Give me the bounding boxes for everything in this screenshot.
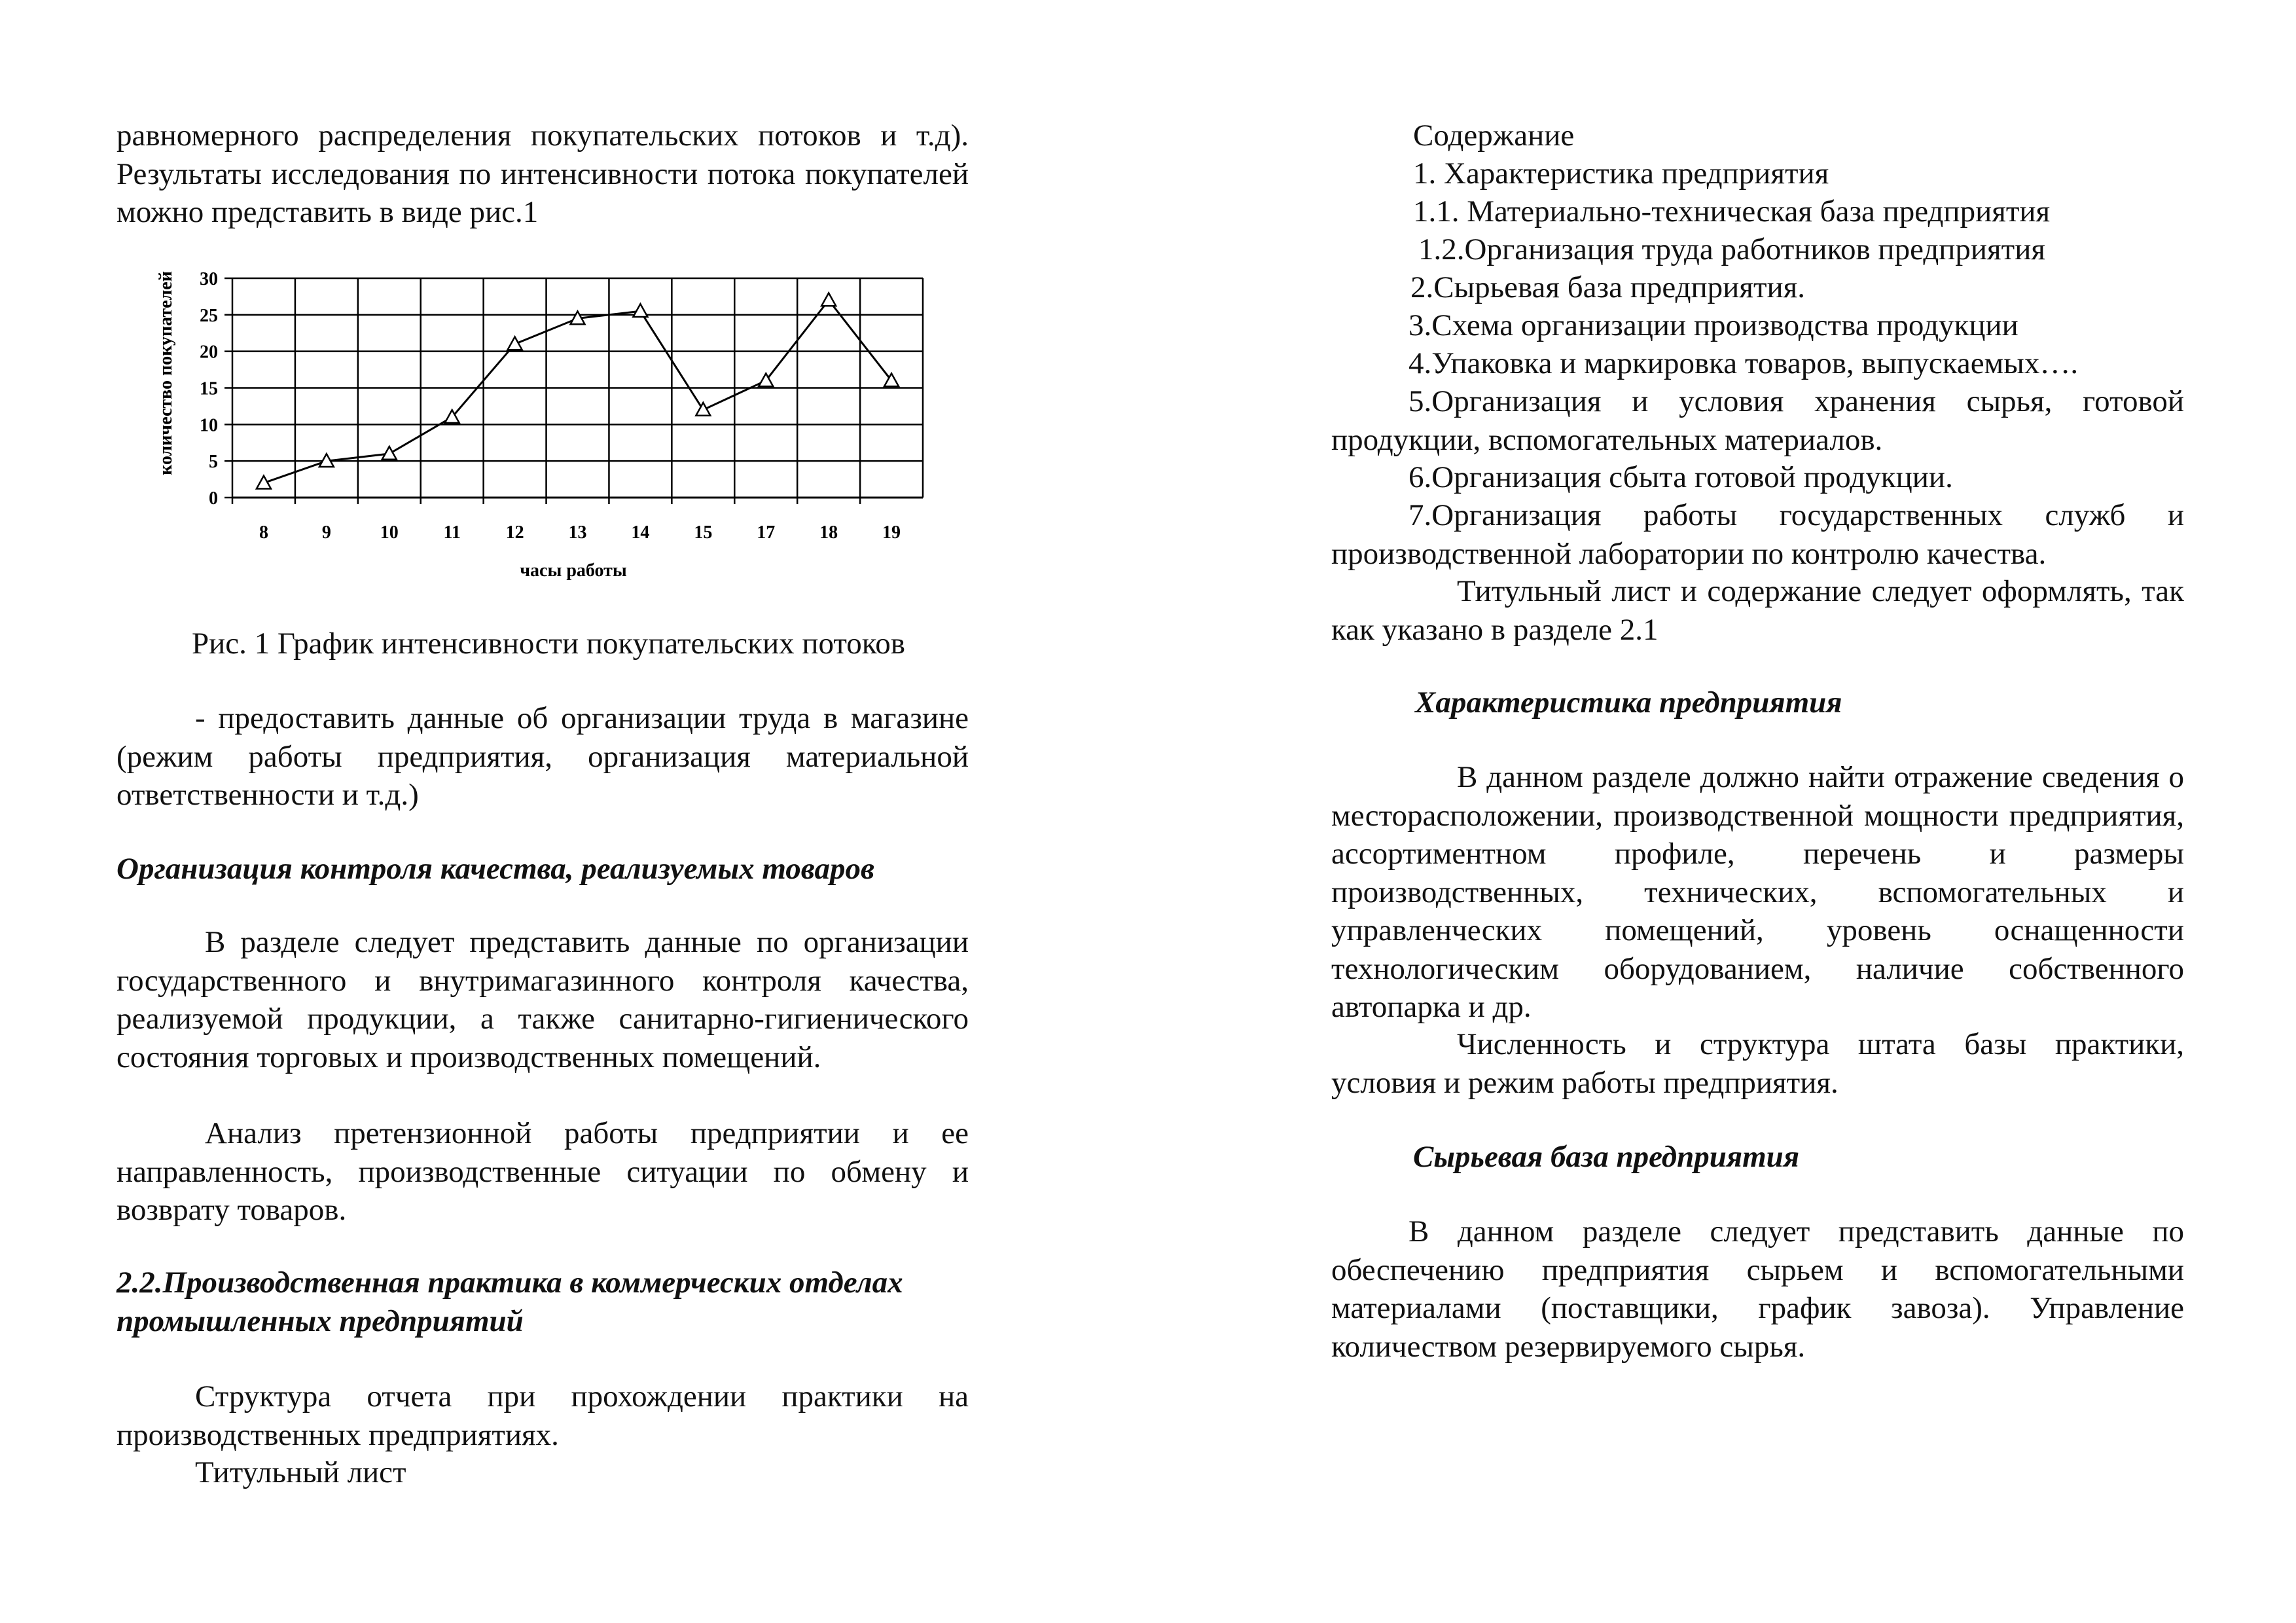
chart-markers bbox=[257, 293, 899, 489]
raw-materials-heading: Сырьевая база предприятия bbox=[1413, 1140, 1800, 1174]
contents-item-7: 7.Организация работы государственных служб и производственной лаборатории по контролю качества. bbox=[1331, 498, 2184, 571]
title-page-line: Титульный лист bbox=[195, 1455, 406, 1489]
chart-x-tick-label: 15 bbox=[694, 522, 713, 543]
chart-x-tick-label: 9 bbox=[321, 522, 331, 543]
chart-x-tick-label: 11 bbox=[443, 522, 461, 543]
chart-y-tick-label: 20 bbox=[200, 342, 218, 363]
quality-paragraph-2: Анализ претензионной работы предприятии и ее направленность, производственные ситуации по обмену и возврату товаров. bbox=[117, 1116, 969, 1227]
section-2-2-heading: 2.2.Производственная практика в коммерческих отделах промышленных предприятий bbox=[117, 1266, 903, 1338]
contents-note: Титульный лист и содержание следует оформлять, так как указано в разделе 2.1 bbox=[1331, 574, 2184, 647]
contents-item-6: 6.Организация сбыта готовой продукции. bbox=[1408, 460, 1953, 494]
chart-x-tick-label: 8 bbox=[259, 522, 268, 543]
chart-x-tick-label: 13 bbox=[568, 522, 587, 543]
chart-point-marker bbox=[633, 304, 647, 317]
characteristic-heading: Характеристика предприятия bbox=[1415, 685, 1842, 720]
chart-y-tick-label: 0 bbox=[209, 488, 218, 509]
chart-y-ticks bbox=[200, 269, 232, 509]
contents-item-5: 5.Организация и условия хранения сырья, готовой продукции, вспомогательных материалов. bbox=[1331, 384, 2184, 457]
chart-y-tick-label: 5 bbox=[209, 452, 218, 473]
labor-paragraph: - предоставить данные об организации труда в магазине (режим работы предприятия, организация материальной ответственности и т.д.) bbox=[117, 701, 969, 812]
raw-materials-paragraph: В данном разделе следует представить данные по обеспечению предприятия сырьем и вспомогательными материалами (поставщики, график завоза). Управление количеством резервируемого сырья. bbox=[1331, 1214, 2184, 1364]
quality-paragraph-1: В разделе следует представить данные по организации государственного и внутримагазинного контроля качества, реализуемой продукции, а также санитарно-гигиенического состояния торговых и производственных помещений. bbox=[117, 925, 969, 1074]
chart-point-marker bbox=[508, 337, 522, 350]
chart-y-tick-label: 10 bbox=[200, 415, 218, 436]
chart-point-marker bbox=[696, 403, 710, 416]
chart-x-tick-label: 19 bbox=[882, 522, 901, 543]
intro-paragraph: равномерного распределения покупательских потоков и т.д). Результаты исследования по интенсивности потока покупателей можно представить в виде рис.1 bbox=[117, 119, 969, 229]
chart-x-axis-title: часы работы bbox=[520, 560, 627, 581]
chart-point-marker bbox=[382, 447, 397, 460]
chart-x-ticks bbox=[232, 498, 901, 543]
contents-item-1-1: 1.1. Материально-техническая база предприятия bbox=[1413, 194, 2051, 228]
chart-x-tick-label: 14 bbox=[631, 522, 650, 543]
intensity-chart bbox=[151, 259, 936, 586]
chart-y-tick-label: 15 bbox=[200, 378, 218, 399]
chart-point-marker bbox=[257, 476, 271, 489]
contents-title: Содержание bbox=[1413, 119, 1575, 153]
figure-caption: Рис. 1 График интенсивности покупательских потоков bbox=[192, 627, 905, 661]
chart-y-tick-label: 30 bbox=[200, 269, 218, 289]
contents-item-2: 2.Сырьевая база предприятия. bbox=[1410, 270, 1806, 304]
chart-y-tick-label: 25 bbox=[200, 305, 218, 326]
characteristic-paragraph-2: Численность и структура штата базы практики, условия и режим работы предприятия. bbox=[1331, 1027, 2184, 1100]
contents-item-4: 4.Упаковка и маркировка товаров, выпускаемых…. bbox=[1408, 346, 2079, 380]
chart-x-tick-label: 17 bbox=[757, 522, 776, 543]
right-page bbox=[1148, 0, 2296, 1623]
quality-heading: Организация контроля качества, реализуемых товаров bbox=[117, 852, 874, 886]
chart-y-axis-title: количество покупателей bbox=[156, 271, 176, 475]
contents-item-1: 1. Характеристика предприятия bbox=[1413, 156, 1829, 191]
chart-x-tick-label: 10 bbox=[380, 522, 399, 543]
contents-item-3: 3.Схема организации производства продукции bbox=[1408, 308, 2018, 342]
chart-point-marker bbox=[821, 293, 836, 306]
characteristic-paragraph-1: В данном разделе должно найти отражение сведения о месторасположении, производственной мощности предприятия, ассортиментном профиле, перечень и размеры производственных, технических, вспомогательных и управленческих помещений, уровень оснащенности технологическим оборудованием, наличие собственного автопарка и др. bbox=[1331, 760, 2184, 1024]
chart-x-tick-label: 12 bbox=[505, 522, 524, 543]
chart-x-tick-label: 18 bbox=[819, 522, 838, 543]
contents-item-1-2: 1.2.Организация труда работников предприятия bbox=[1418, 232, 2045, 266]
structure-paragraph: Структура отчета при прохождении практики на производственных предприятиях. bbox=[117, 1379, 969, 1452]
